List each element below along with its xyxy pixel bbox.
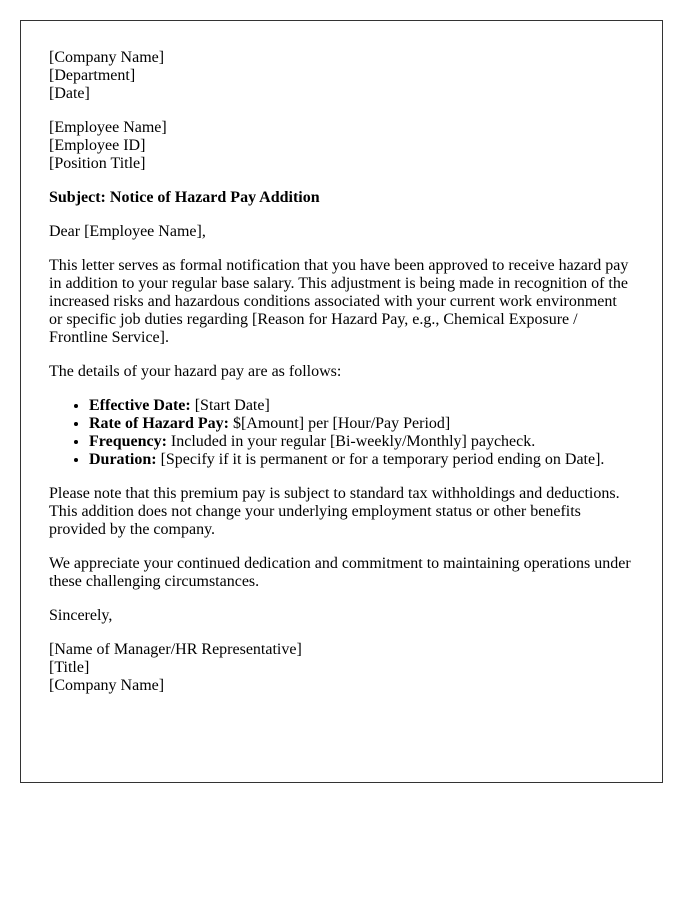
detail-label: Duration: (89, 451, 157, 468)
detail-value: [Start Date] (190, 397, 270, 414)
details-list (49, 397, 634, 469)
sender-block (49, 49, 634, 103)
detail-item (89, 433, 634, 451)
detail-value: Included in your regular [Bi-weekly/Monthly] paycheck. (166, 433, 536, 450)
details-intro: The details of your hazard pay are as follows: (49, 363, 342, 380)
detail-label: Frequency: (89, 433, 167, 450)
detail-label: Rate of Hazard Pay: (89, 415, 229, 432)
subject-line (49, 189, 634, 207)
letter-date: [Date] (49, 85, 90, 102)
sender-department: [Department] (49, 67, 136, 84)
closing: Sincerely, (49, 607, 113, 624)
recipient-block (49, 119, 634, 173)
signer-company: [Company Name] (49, 677, 165, 694)
signature-block (49, 641, 634, 695)
salutation: Dear [Employee Name], (49, 223, 206, 240)
letter (20, 20, 663, 783)
signer-name: [Name of Manager/HR Representative] (49, 641, 302, 658)
detail-value: [Specify if it is permanent or for a temporary period ending on Date]. (156, 451, 605, 468)
detail-item (89, 451, 634, 469)
recipient-position: [Position Title] (49, 155, 146, 172)
body-paragraph-2: Please note that this premium pay is subject to standard tax withholdings and deductions. This addition does not change your underlying employment status or other benefits provided by the company. (49, 485, 620, 538)
recipient-id: [Employee ID] (49, 137, 146, 154)
subject-text: Subject: Notice of Hazard Pay Addition (49, 189, 320, 206)
detail-value: $[Amount] per [Hour/Pay Period] (228, 415, 451, 432)
detail-item (89, 397, 634, 415)
detail-item (89, 415, 634, 433)
body-paragraph-3: We appreciate your continued dedication and commitment to maintaining operations under these challenging circumstances. (49, 555, 631, 590)
signer-title: [Title] (49, 659, 90, 676)
sender-company: [Company Name] (49, 49, 165, 66)
detail-label: Effective Date: (89, 397, 191, 414)
body-paragraph-1: This letter serves as formal notification that you have been approved to receive hazard pay in addition to your regular base salary. This adjustment is being made in recognition of the increased risks and hazardous conditions associated with your current work environment or specific job duties regarding [Reason for Hazard Pay, e.g., Chemical Exposure / Frontline Service]. (49, 257, 629, 346)
recipient-name: [Employee Name] (49, 119, 167, 136)
